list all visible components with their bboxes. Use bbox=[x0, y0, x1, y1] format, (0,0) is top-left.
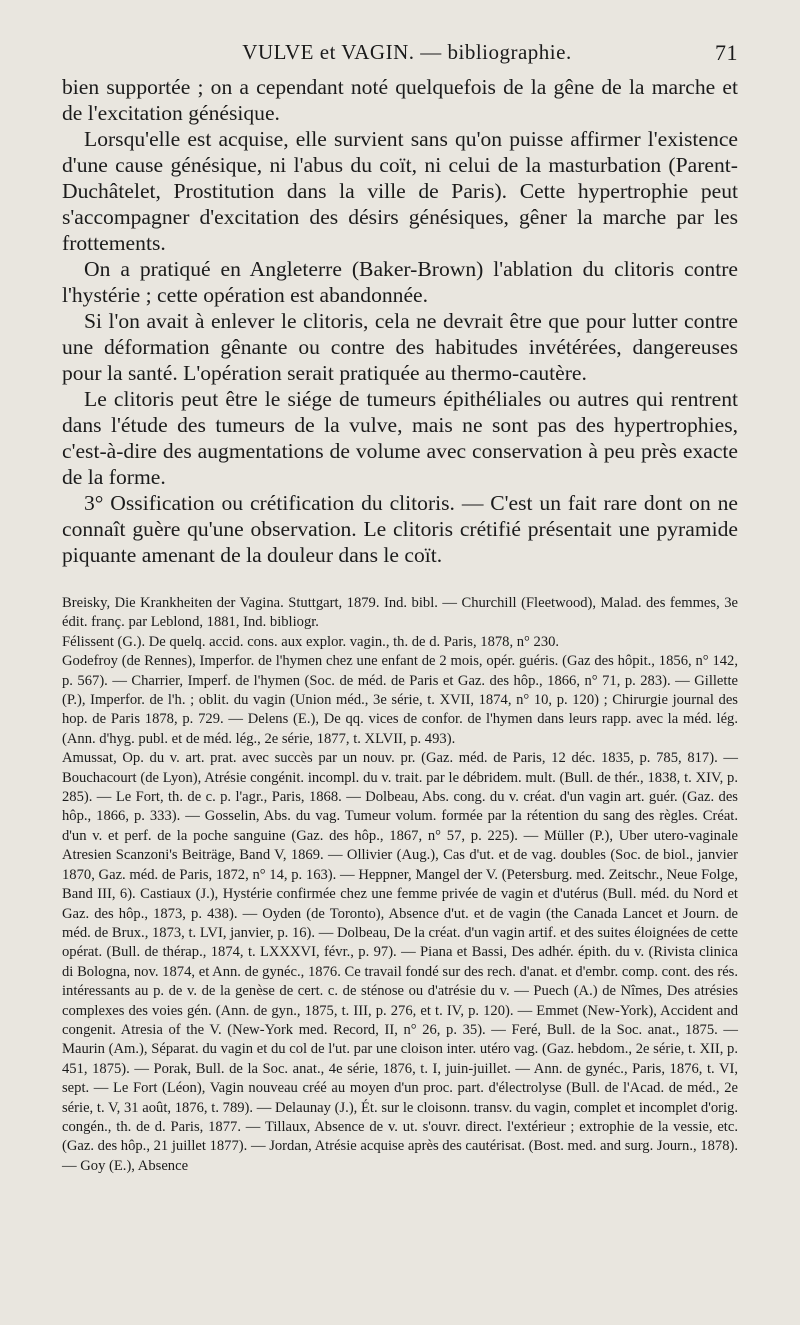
page-header bbox=[62, 40, 738, 74]
bibliography bbox=[62, 594, 738, 1176]
paragraph: Lorsqu'elle est acquise, elle survient sans qu'on puisse affirmer l'existence d'une cause génésique, ni l'abus du coït, ni celui de la masturbation (Parent-Duchâtelet, Prostitution dans la ville de Paris). Cette hypertrophie peut s'accompagner d'excitation des désirs génésiques, gêner la marche par les frottements. bbox=[62, 127, 738, 255]
paragraph: Le clitoris peut être le siége de tumeurs épithéliales ou autres qui rentrent dans l'étude des tumeurs de la vulve, mais ne sont pas des hypertrophies, c'est-à-dire des augmentations de volume avec conservation à peu près exacte de la forme. bbox=[62, 387, 738, 489]
paragraph: Si l'on avait à enlever le clitoris, cela ne devrait être que pour lutter contre une déformation gênante ou contre des habitudes invétérées, dangereuses pour la santé. L'opération serait pratiquée au thermo-cautère. bbox=[62, 309, 738, 385]
main-text bbox=[62, 74, 738, 568]
bibliography-entry: Breisky, Die Krankheiten der Vagina. Stuttgart, 1879. Ind. bibl. — Churchill (Fleetwood), Malad. des femmes, 3e édit. franç. par Leblond, 1881, Ind. bibliogr. bbox=[62, 595, 738, 631]
paragraph: On a pratiqué en Angleterre (Baker-Brown) l'ablation du clitoris contre l'hystérie ; cette opération est abandonnée. bbox=[62, 257, 738, 307]
bibliography-entry: Amussat, Op. du v. art. prat. avec succès par un nouv. pr. (Gaz. méd. de Paris, 12 déc. 1835, p. 785, 817). — Bouchacourt (de Lyon), Atrésie congénit. incompl. du v. trait. par le débridem. mult. (Bull. de thér., 1838, t. XIV, p. 285). — Le Fort, th. de c. p. l'agr., Paris, 1868. — Dolbeau, Abs. cong. du v. créat. d'un vagin art. guér. (Gaz. des hôp., 1866, p. 333). — Gosselin, Abs. du vag. Tumeur volum. formée par la rétention du sang des règles. Créat. d'un v. et perf. de la poche sanguine (Gaz. des hôp., 1867, n° 57, p. 225). — Müller (P.), Uber utero-vaginale Atresien Scanzoni's Beiträge, Band V, 1869. — Ollivier (Aug.), Cas d'ut. et de vag. doubles (Soc. de biol., janvier 1870, Gaz. méd. de Paris, 1872, n° 14, p. 163). — Heppner, Mangel der V. (Petersburg. med. Zeitschr., Neue Folge, Band III, 6). Castiaux (J.), Hystérie confirmée chez une femme privée de vagin et d'utérus (Bull. méd. du Nord et Gaz. des hôp., 1873, p. 438). — Oyden (de Toronto), Absence d'ut. et de vagin (the Canada Lancet et Journ. de méd. de Brux., 1873, t. LVI, janvier, p. 16). — Dolbeau, De la créat. d'un vagin artif. et des suites éloignées de cette opérat. (Bull. de thérap., 1874, t. LXXXVI, févr., p. 97). — Piana et Bassi, Des adhér. épith. du v. (Rivista clinica di Bologna, nov. 1874, et Ann. de gynéc., 1876. Ce travail fondé sur des rech. d'anat. et d'embr. comp. cont. des rés. intéressants au p. de v. de la genèse de cert. c. de sténose ou d'atrésie du v. — Puech (A.) de Nîmes, Des atrésies complexes des voies gén. (Ann. de gyn., 1875, t. III, p. 276, et t. IV, p. 120). — Emmet (New-York), Accident and congenit. Atresia of the V. (New-York med. Record, II, n° 26, p. 35). — Feré, Bull. de la Soc. anat., 1875. — Maurin (Am.), Séparat. du vagin et du col de l'ut. par une cloison inter. utéro vag. (Gaz. hebdom., 2e série, t. XII, p. 451, 1875). — Porak, Bull. de la Soc. anat., 4e série, 1876, t. I, juin-juillet. — Ann. de gynéc., Paris, 1876, t. VI, sept. — Le Fort (Léon), Vagin nouveau créé au moyen d'un proc. part. d'électrolyse (Bull. de l'Acad. de méd., 2e série, t. V, 31 août, 1876, t. 789). — Delaunay (J.), Ét. sur le cloisonn. transv. du vagin, complet et incomplet d'orig. congén., th. de d. Paris, 1877. — Tillaux, Absence de v. ut. s'ouvr. direct. l'extérieur ; extrophie de la vessie, etc. (Gaz. des hôp., 21 juillet 1877). — Jordan, Atrésie acquise après des cautérisat. (Bost. med. and surg. Journ., 1878). — Goy (E.), Absence bbox=[62, 750, 738, 1174]
paragraph: bien supportée ; on a cependant noté quelquefois de la gêne de la marche et de l'excitation génésique. bbox=[62, 75, 738, 125]
bibliography-entry: Félissent (G.). De quelq. accid. cons. aux explor. vagin., th. de d. Paris, 1878, n° 230. bbox=[62, 633, 560, 650]
section-paragraph: 3° Ossification ou crétification du clitoris. — C'est un fait rare dont on ne connaît guère qu'une observation. Le clitoris crétifié présentait une pyramide piquante amenant de la douleur dans le coït. bbox=[62, 491, 738, 567]
running-title: VULVE et VAGIN. — bibliographie. bbox=[242, 40, 572, 64]
bibliography-entry: Godefroy (de Rennes), Imperfor. de l'hymen chez une enfant de 2 mois, opér. guéris. (Gaz des hôpit., 1856, n° 142, p. 567). — Charrier, Imperf. de l'hymen (Soc. de méd. de Paris et Gaz. des hôp., 1866, n° 71, p. 283). — Gillette (P.), Imperfor. de l'h. ; oblit. du vagin (Union méd., 3e série, t. XVII, 1874, n° 10, p. 120) ; Chirurgie journal des hop. de Paris 1878, p. 729. — Delens (E.), De qq. vices de confor. de l'hymen dans leurs rapp. avec la méd. lég. (Ann. d'hyg. publ. et de méd. lég., 2e série, 1877, t. XLVII, p. 493). bbox=[62, 653, 738, 747]
page-number: 71 bbox=[715, 40, 738, 65]
